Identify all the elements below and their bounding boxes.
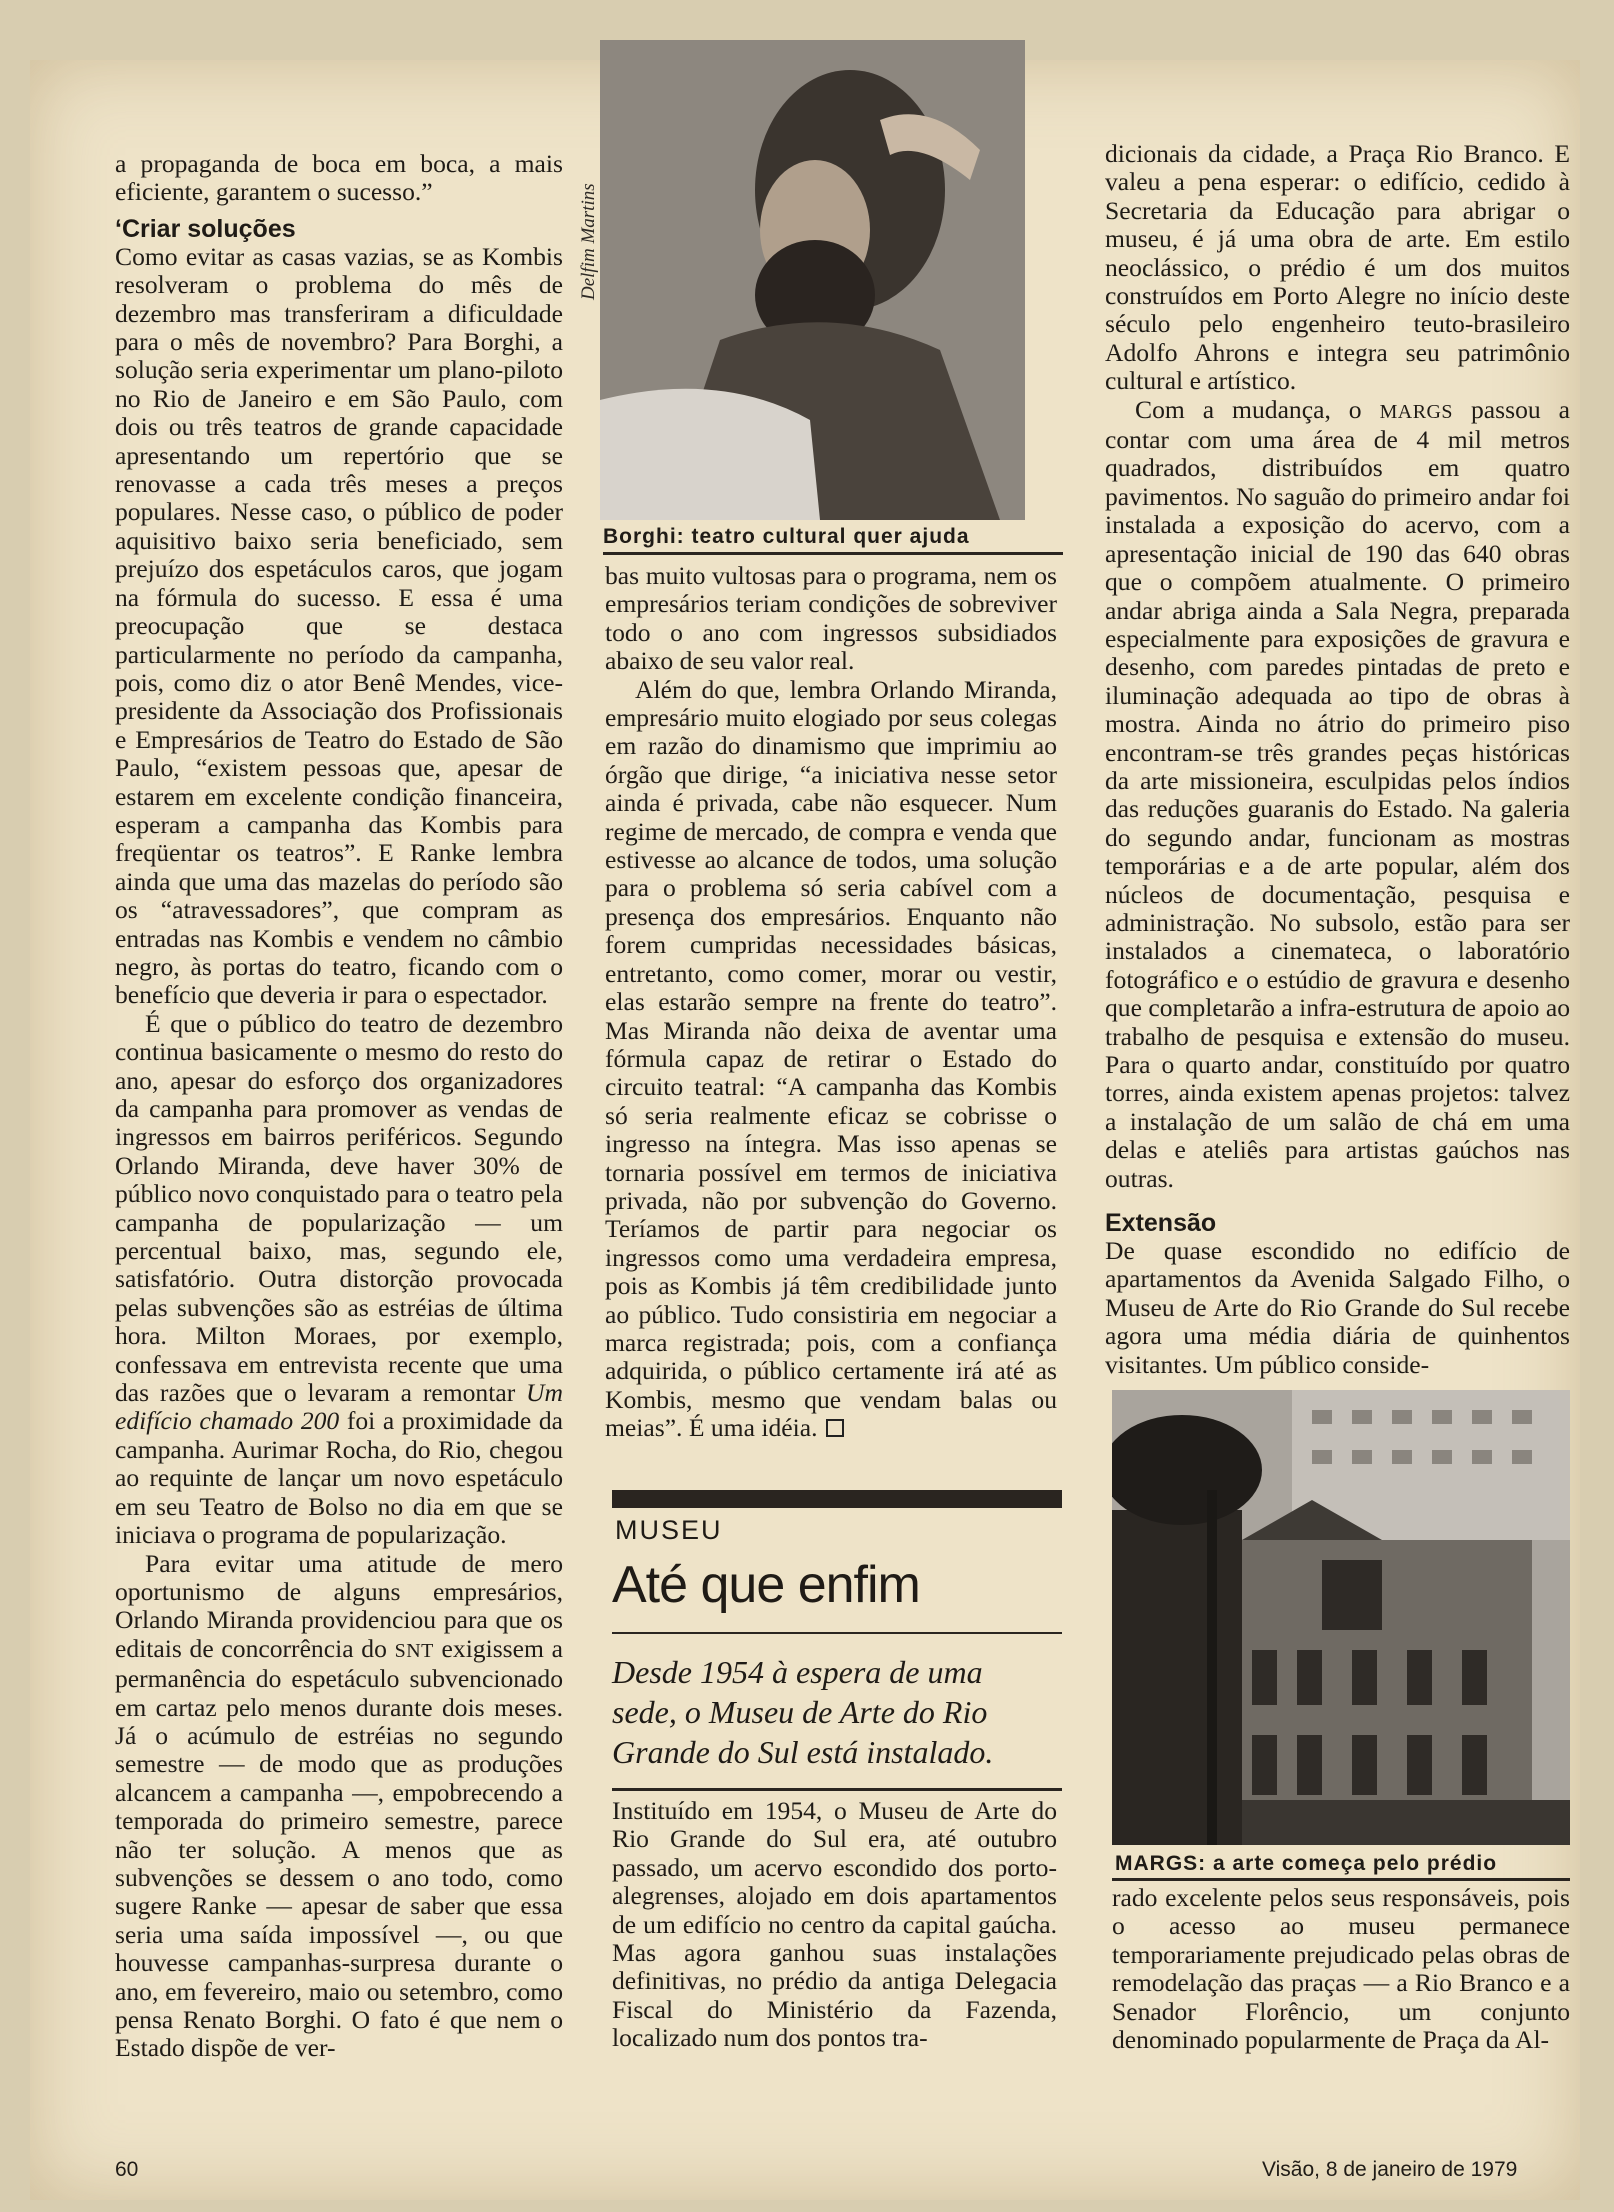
paragraph: Como evitar as casas vazias, se as Kombis resolveram o problema do mês de dezembro mas transferiram a dificuldade para o mês de novembro? Para Borghi, a solução seria experimentar um plano-piloto no Rio de Janeiro e em São Paulo, com dois ou três teatros de grande capacidade apresentando um repertório que se renovasse a cada três meses a preços populares. Nesse caso, o público de poder aquisitivo baixo seria beneficiado, sem prejuízo dos espetáculos caros, que jogam na fórmula do sucesso. E essa é uma preocupação que se destaca particularmente no período da campanha, pois, como diz o ator Benê Mendes, vice-presidente da Associação dos Profissionais e Empresários de Teatro do Estado de São Paulo, “existem pessoas que, apesar de estarem em excelente condição financeira, esperam a campanha das Kombis para freqüentar os teatros”. E Ranke lembra ainda que uma das mazelas do período são os “atravessadores”, que compram as entradas nas Kombis e vendem no câmbio negro, às portas do teatro, ficando com o benefício que deveria ir para o espectador. <box>115 241 563 1010</box>
photo-caption: MARGS: a arte começa pelo prédio <box>1115 1852 1498 1875</box>
paragraph: bas muito vultosas para o programa, nem os empresários teriam condições de sobreviver todo o ano com ingressos subsidiados abaixo de seu valor real. <box>605 561 1057 676</box>
article-column-3 <box>1105 140 1570 1379</box>
article-headline: Até que enfim <box>612 1556 920 1614</box>
photo-credit: Delfim Martins <box>578 183 599 300</box>
article-column-3-continued <box>1112 1884 1570 2054</box>
headline-rule <box>612 1632 1062 1634</box>
subheading: ‘Criar soluções <box>115 214 296 243</box>
issue-dateline: Visão, 8 de janeiro de 1979 <box>1262 2158 1518 2181</box>
deck-rule <box>612 1788 1062 1791</box>
paragraph: dicionais da cidade, a Praça Rio Branco. E valeu a pena esperar: o edifício, cedido à Secretaria da Educação para abrigar o museu, é já uma obra de arte. Em estilo neoclássico, o prédio é um dos muitos construídos em Porto Alegre no início deste século pelo engenheiro teuto-brasileiro Adolfo Ahrons e integra seu patrimônio cultural e artístico. <box>1105 139 1570 396</box>
subheading: Extensão <box>1105 1209 1217 1238</box>
caption-rule <box>603 552 1063 555</box>
paragraph: É que o público do teatro de dezembro continua basicamente o mesmo do resto do ano, apesar do esforço dos organizadores da campanha para promover as vendas de ingressos em bairros periféricos. Segundo Orlando Miranda, deve haver 30% de público novo conquistado para o teatro pela campanha de popularização — um percentual baixo, mas, segundo ele, satisfatório. Outra distorção provocada pelas subvenções são as estréias de última hora. Milton Moraes, por exemplo, confessava em entrevista recente que uma das razões que o levaram a remontar Um edifício chamado 200 foi a proximidade da campanha. Aurimar Rocha, do Rio, chegou ao requinte de lançar um novo espetáculo em seu Teatro de Bolso no dia em que se iniciava o programa de popularização. <box>115 1008 563 1550</box>
article-deck: Desde 1954 à espera de uma sede, o Museu de Arte do Rio Grande do Sul está instalado. <box>612 1654 994 1770</box>
acronym: SNT <box>394 1639 434 1662</box>
page-number: 60 <box>115 2158 139 2181</box>
end-mark-icon <box>826 1419 844 1437</box>
museum-article-column <box>612 1797 1057 2053</box>
caption-rule <box>1112 1878 1570 1881</box>
article-column-1 <box>115 150 563 2063</box>
photo-caption: Borghi: teatro cultural quer ajuda <box>603 525 970 548</box>
section-kicker: MUSEU <box>615 1515 723 1545</box>
paragraph: Com a mudança, o MARGS passou a contar com uma área de 4 mil metros quadrados, distribuídos em quatro pavimentos. No saguão do primeiro andar foi instalada a exposição do acervo, com a apresentação inicial de 190 das 640 obras que o compõem atualmente. O primeiro andar abriga ainda a Sala Negra, preparada especialmente para exposições de gravura e desenho, com paredes pintadas de preto e iluminação adequada ao tipo de obras à mostra. Ainda no átrio do primeiro piso encontram-se três grandes peças históricas da arte missioneira, esculpidas pelos índios das reduções guaranis do Estado. Na galeria do segundo andar, funcionam as mostras temporárias e a de arte popular, além dos núcleos de documentação, pesquisa e administração. No subsolo, estão para ser instalados a cinemateca, o laboratório fotográfico e o estúdio de gravura e desenho que completarão a infra-estrutura de apoio ao trabalho de pesquisa e extensão do museu. Para o quarto andar, constituído por quatro torres, ainda existem apenas projetos: talvez a instalação de um salão de chá em uma delas e ateliês para artistas gaúchos nas outras. <box>1105 394 1570 1193</box>
portrait-photo-borghi <box>600 40 1025 520</box>
play-title: Um edifício chamado 200 <box>115 1378 563 1436</box>
article-column-2 <box>605 562 1057 1443</box>
paragraph: Além do que, lembra Orlando Miranda, empresário muito elogiado por seus colegas em razão do dinamismo que imprimiu ao órgão que dirige, “a iniciativa nesse setor ainda é privada, cabe não esquecer. Num regime de mercado, de compra e venda que estivesse ao alcance de todos, uma solução para o problema só seria cabível com a presença dos empresários. Enquanto não forem cumpridas necessidades básicas, entretanto, como comer, morar ou vestir, elas estarão sempre na frente do teatro”. Mas Miranda não deixa de aventar uma fórmula capaz de retirar o Estado do circuito teatral: “A campanha das Kombis só seria realmente eficaz se cobrisse o ingresso na íntegra. Mas isso apenas se tornaria possível em termos de iniciativa privada, não por subvenção do Governo. Teríamos de partir para negociar os ingressos como uma verdadeira empresa, pois as Kombis já têm credibilidade junto ao público. Tudo consistiria em negociar a marca registrada; pois, com a confiança adquirida, o público certamente irá até as Kombis, mesmo que vendam balas ou meias”. É uma idéia. <box>605 674 1057 1443</box>
paragraph: Para evitar uma atitude de mero oportunismo de alguns empresários, Orlando Miranda providenciou para que os editais de concorrência do SNT exigissem a permanência do espetáculo subvencionado em cartaz pelo menos durante dois meses. Já o acúmulo de estréias no segundo semestre — de modo que as produções alcancem a campanha —, empobrecendo a temporada do primeiro semestre, parece não ter solução. A menos que as subvenções se dessem o ano todo, como sugere Ranke — apesar de saber que essa seria uma saída impossível —, ou que houvesse campanhas-surpresa durante o ano, em fevereiro, maio ou setembro, como pensa Renato Borghi. O fato é que nem o Estado dispõe de ver- <box>115 1548 563 2063</box>
paragraph: a propaganda de boca em boca, a mais eficiente, garantem o sucesso.” <box>115 149 563 207</box>
section-rule-thick <box>612 1490 1062 1508</box>
museum-building-photo <box>1112 1390 1570 1845</box>
portrait-image <box>600 40 1025 520</box>
paragraph: rado excelente pelos seus responsáveis, pois o acesso ao museu permanece temporariamente prejudicado pelas obras de remodelação das praças — a Rio Branco e a Senador Florêncio, um conjunto denominado popularmente de Praça da Al- <box>1112 1883 1570 2055</box>
building-image <box>1112 1390 1570 1845</box>
paragraph: De quase escondido no edifício de apartamentos da Avenida Salgado Filho, o Museu de Arte do Rio Grande do Sul recebe agora uma média diária de quinhentos visitantes. Um público conside- <box>1105 1236 1570 1379</box>
acronym: MARGS <box>1379 400 1454 423</box>
paragraph: Instituído em 1954, o Museu de Arte do Rio Grande do Sul era, até outubro passado, um acervo escondido dos porto-alegrenses, alojado em dois apartamentos de um edifício no centro da capital gaúcha. Mas agora ganhou suas instalações definitivas, no prédio da antiga Delegacia Fiscal do Ministério da Fazenda, localizado num dos pontos tra- <box>612 1796 1057 2053</box>
